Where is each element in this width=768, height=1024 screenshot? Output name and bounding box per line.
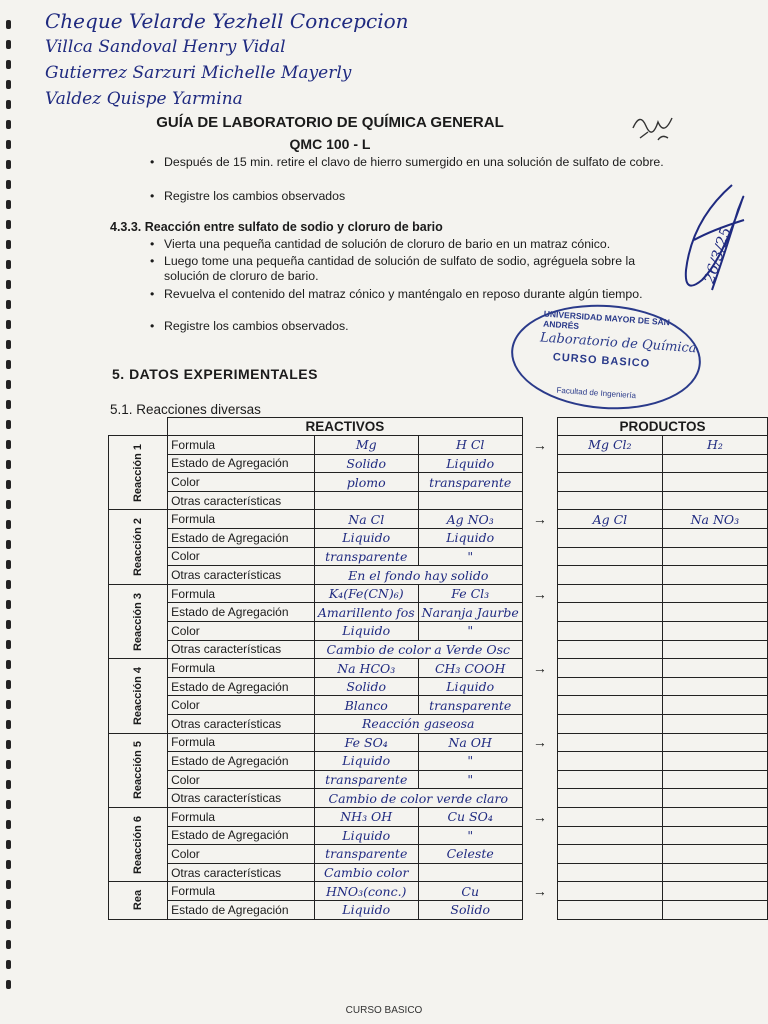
- reactant-cell: Cu SO₄: [418, 807, 522, 826]
- bullet-text: • Registre los cambios observados.: [164, 319, 664, 334]
- table-row: [109, 547, 768, 566]
- reactant-cell: ": [418, 547, 522, 566]
- reactant-cell: Naranja Jaurbe: [418, 603, 522, 622]
- arrow-cell: →: [522, 584, 557, 603]
- product-cell: [662, 454, 767, 473]
- row-label: Color: [168, 696, 315, 715]
- table-row: [109, 863, 768, 882]
- reactant-cell: Liquido: [314, 826, 418, 845]
- arrow-cell: →: [522, 733, 557, 752]
- arrow-cell: [522, 845, 557, 864]
- reactant-cell: Liquido: [418, 529, 522, 548]
- product-cell: [662, 659, 767, 678]
- student-name: Villca Sandoval Henry Vidal: [45, 37, 286, 57]
- table-row: [109, 752, 768, 771]
- product-cell: [557, 770, 662, 789]
- table-row: [109, 826, 768, 845]
- reaction-label-text: Reacción 2: [132, 518, 145, 577]
- reactivos-header: REACTIVOS: [168, 418, 523, 436]
- product-cell: [662, 622, 767, 641]
- product-cell: [662, 752, 767, 771]
- row-label: Otras características: [168, 491, 315, 510]
- reactant-cell: transparente: [314, 770, 418, 789]
- arrow-cell: [522, 826, 557, 845]
- reaction-label-text: Rea: [132, 890, 145, 911]
- product-cell: H₂: [662, 436, 767, 455]
- bullet-text: • Luego tome una pequeña cantidad de solución de sulfato de sodio, agréguela sobre la solución de cloruro de bario.: [164, 254, 679, 284]
- reaction-label: [109, 807, 168, 881]
- table-row: [109, 584, 768, 603]
- reaction-label-text: Reacción 3: [132, 592, 145, 651]
- product-cell: [557, 547, 662, 566]
- reactant-cell: Fe SO₄: [314, 733, 418, 752]
- table-row: [109, 900, 768, 919]
- reactant-cell: Cambio color: [314, 863, 418, 882]
- table-row: [109, 789, 768, 808]
- product-cell: [557, 622, 662, 641]
- product-cell: Mg Cl₂: [557, 436, 662, 455]
- product-cell: [662, 603, 767, 622]
- table-row: [109, 677, 768, 696]
- arrow-cell: [522, 640, 557, 659]
- arrow-cell: [522, 863, 557, 882]
- row-label: Formula: [168, 659, 315, 678]
- product-cell: [557, 659, 662, 678]
- arrow-cell: [522, 622, 557, 641]
- row-label: Formula: [168, 882, 315, 901]
- row-label: Color: [168, 770, 315, 789]
- product-cell: [557, 882, 662, 901]
- table-row: [109, 510, 768, 529]
- product-cell: [662, 882, 767, 901]
- reactant-cell: Liquido: [314, 752, 418, 771]
- product-cell: Ag Cl: [557, 510, 662, 529]
- stamp-text: Laboratorio de Química: [539, 330, 698, 357]
- product-cell: [662, 733, 767, 752]
- reactant-cell: Solido: [314, 677, 418, 696]
- table-row: [109, 659, 768, 678]
- product-cell: [662, 473, 767, 492]
- row-label: Color: [168, 473, 315, 492]
- table-row: [109, 696, 768, 715]
- table-row: [109, 770, 768, 789]
- row-label: Formula: [168, 733, 315, 752]
- arrow-cell: →: [522, 659, 557, 678]
- reactant-cell: NH₃ OH: [314, 807, 418, 826]
- arrow-cell: →: [522, 882, 557, 901]
- product-cell: [662, 807, 767, 826]
- reactant-cell: Blanco: [314, 696, 418, 715]
- student-name: Gutierrez Sarzuri Michelle Mayerly: [45, 63, 352, 83]
- reactant-cell: Mg: [314, 436, 418, 455]
- arrow-cell: [522, 677, 557, 696]
- table-row: [109, 473, 768, 492]
- reactant-cell: transparente: [418, 696, 522, 715]
- table-row: [109, 882, 768, 901]
- product-cell: [557, 845, 662, 864]
- table-row: [109, 454, 768, 473]
- reactant-cell: Liquido: [314, 900, 418, 919]
- product-cell: [557, 473, 662, 492]
- reactant-cell: plomo: [314, 473, 418, 492]
- reactant-cell: Cambio de color a Verde Osc: [314, 640, 522, 659]
- signature-date: 26/3/25: [700, 225, 735, 286]
- row-label: Otras características: [168, 566, 315, 585]
- arrow-cell: [522, 454, 557, 473]
- row-label: Estado de Agregación: [168, 529, 315, 548]
- reactant-cell: Na HCO₃: [314, 659, 418, 678]
- row-label: Formula: [168, 584, 315, 603]
- reactant-cell: ": [418, 770, 522, 789]
- arrow-cell: →: [522, 436, 557, 455]
- course-code: QMC 100 - L: [289, 136, 371, 152]
- product-cell: [557, 826, 662, 845]
- product-cell: [557, 677, 662, 696]
- row-label: Formula: [168, 807, 315, 826]
- reactant-cell: Cambio de color verde claro: [314, 789, 522, 808]
- product-cell: [557, 715, 662, 734]
- reactant-cell: transparente: [314, 547, 418, 566]
- reactant-cell: Liquido: [314, 529, 418, 548]
- bullet-text: • Vierta una pequeña cantidad de solución de cloruro de bario en un matraz cónico.: [164, 237, 679, 252]
- reactant-cell: [314, 491, 418, 510]
- table-row: [109, 733, 768, 752]
- reactant-cell: Amarillento fos: [314, 603, 418, 622]
- arrow-cell: [522, 547, 557, 566]
- reaction-label-text: Reacción 5: [132, 741, 145, 800]
- reactant-cell: ": [418, 826, 522, 845]
- arrow-cell: [522, 900, 557, 919]
- row-label: Estado de Agregación: [168, 454, 315, 473]
- arrow-cell: [522, 603, 557, 622]
- stamp-text: Facultad de Ingeniería: [556, 385, 637, 401]
- product-cell: [662, 677, 767, 696]
- product-cell: [662, 715, 767, 734]
- section-heading: 4.3.3. Reacción entre sulfato de sodio y cloruro de bario: [110, 220, 443, 234]
- row-label: Estado de Agregación: [168, 677, 315, 696]
- notebook-spiral: [6, 20, 16, 1010]
- reaction-label: [109, 659, 168, 733]
- bullet-text: • Después de 15 min. retire el clavo de hierro sumergido en una solución de sulfato de cobre.: [164, 155, 674, 170]
- table-row: [109, 845, 768, 864]
- table-row: [109, 566, 768, 585]
- product-cell: [662, 826, 767, 845]
- reaction-label: [109, 436, 168, 510]
- student-name: Cheque Velarde Yezhell Concepcion: [45, 9, 409, 33]
- reactant-cell: CH₃ COOH: [418, 659, 522, 678]
- product-cell: [557, 752, 662, 771]
- reactant-cell: HNO₃(conc.): [314, 882, 418, 901]
- product-cell: [557, 863, 662, 882]
- student-name: Valdez Quispe Yarmina: [45, 89, 243, 109]
- row-label: Estado de Agregación: [168, 900, 315, 919]
- arrow-cell: [522, 529, 557, 548]
- product-cell: [662, 900, 767, 919]
- row-label: Formula: [168, 436, 315, 455]
- row-label: Color: [168, 547, 315, 566]
- reactant-cell: [418, 863, 522, 882]
- product-cell: [662, 696, 767, 715]
- reaction-label: [109, 584, 168, 658]
- table-row: [109, 436, 768, 455]
- reactant-cell: Fe Cl₃: [418, 584, 522, 603]
- reactant-cell: transparente: [418, 473, 522, 492]
- product-cell: [557, 640, 662, 659]
- reactant-cell: ": [418, 622, 522, 641]
- reaction-label-text: Reacción 6: [132, 815, 145, 874]
- stamp-text: CURSO BASICO: [552, 351, 651, 371]
- reaction-label-text: Reacción 4: [132, 666, 145, 725]
- arrow-cell: [522, 770, 557, 789]
- row-label: Otras características: [168, 863, 315, 882]
- bullet-text: • Revuelva el contenido del matraz cónico y manténgalo en reposo durante algún tiempo.: [164, 287, 664, 302]
- product-cell: [662, 584, 767, 603]
- arrow-cell: [522, 491, 557, 510]
- reactions-table: [108, 417, 768, 920]
- arrow-cell: →: [522, 510, 557, 529]
- product-cell: [557, 900, 662, 919]
- product-cell: [557, 807, 662, 826]
- reactant-cell: Solido: [418, 900, 522, 919]
- row-label: Otras características: [168, 715, 315, 734]
- product-cell: [662, 863, 767, 882]
- reactant-cell: Ag NO₃: [418, 510, 522, 529]
- arrow-cell: [522, 789, 557, 808]
- product-cell: [662, 770, 767, 789]
- arrow-cell: [522, 473, 557, 492]
- product-cell: [557, 603, 662, 622]
- arrow-cell: [522, 566, 557, 585]
- reaction-label-text: Reacción 1: [132, 443, 145, 502]
- product-cell: [557, 529, 662, 548]
- reactant-cell: Na Cl: [314, 510, 418, 529]
- product-cell: [662, 491, 767, 510]
- bullet-text: • Registre los cambios observados: [164, 189, 674, 204]
- reactant-cell: En el fondo hay solido: [314, 566, 522, 585]
- reaction-label: [109, 882, 168, 919]
- reactant-cell: Liquido: [418, 454, 522, 473]
- arrow-cell: [522, 696, 557, 715]
- reactant-cell: Celeste: [418, 845, 522, 864]
- stamp-text: UNIVERSIDAD MAYOR DE SAN ANDRÉS: [542, 308, 671, 332]
- reactant-cell: K₄(Fe(CN)₆): [314, 584, 418, 603]
- table-row: [109, 529, 768, 548]
- footer-text: CURSO BASICO: [345, 1005, 423, 1016]
- row-label: Otras características: [168, 789, 315, 808]
- product-cell: [662, 566, 767, 585]
- row-label: Otras características: [168, 640, 315, 659]
- handwritten-names: [45, 8, 475, 112]
- product-cell: [557, 584, 662, 603]
- arrow-cell: [522, 752, 557, 771]
- product-cell: [662, 547, 767, 566]
- page-title: GUÍA DE LABORATORIO DE QUÍMICA GENERAL: [156, 114, 504, 131]
- reactant-cell: [418, 491, 522, 510]
- reactant-cell: Solido: [314, 454, 418, 473]
- row-label: Color: [168, 622, 315, 641]
- product-cell: [662, 845, 767, 864]
- product-cell: [557, 454, 662, 473]
- reactant-cell: Cu: [418, 882, 522, 901]
- reactant-cell: Liquido: [418, 677, 522, 696]
- row-label: Formula: [168, 510, 315, 529]
- table-row: [109, 640, 768, 659]
- product-cell: [557, 566, 662, 585]
- productos-header: PRODUCTOS: [557, 418, 767, 436]
- product-cell: [557, 789, 662, 808]
- row-label: Estado de Agregación: [168, 752, 315, 771]
- product-cell: [662, 529, 767, 548]
- arrow-cell: →: [522, 807, 557, 826]
- product-cell: [662, 789, 767, 808]
- product-cell: Na NO₃: [662, 510, 767, 529]
- reactant-cell: Reacción gaseosa: [314, 715, 522, 734]
- row-label: Estado de Agregación: [168, 826, 315, 845]
- product-cell: [557, 491, 662, 510]
- table-row: [109, 622, 768, 641]
- reaction-label: [109, 733, 168, 807]
- table-row: [109, 603, 768, 622]
- table-row: [109, 491, 768, 510]
- product-cell: [662, 640, 767, 659]
- subsection-heading: 5.1. Reacciones diversas: [110, 402, 261, 417]
- row-label: Estado de Agregación: [168, 603, 315, 622]
- arrow-cell: [522, 715, 557, 734]
- reactant-cell: H Cl: [418, 436, 522, 455]
- reactant-cell: Na OH: [418, 733, 522, 752]
- table-row: [109, 807, 768, 826]
- table-row: [109, 715, 768, 734]
- section-heading: 5. DATOS EXPERIMENTALES: [112, 366, 318, 382]
- reaction-label: [109, 510, 168, 584]
- product-cell: [557, 696, 662, 715]
- row-label: Color: [168, 845, 315, 864]
- reactant-cell: transparente: [314, 845, 418, 864]
- product-cell: [557, 733, 662, 752]
- reactant-cell: ": [418, 752, 522, 771]
- reactant-cell: Liquido: [314, 622, 418, 641]
